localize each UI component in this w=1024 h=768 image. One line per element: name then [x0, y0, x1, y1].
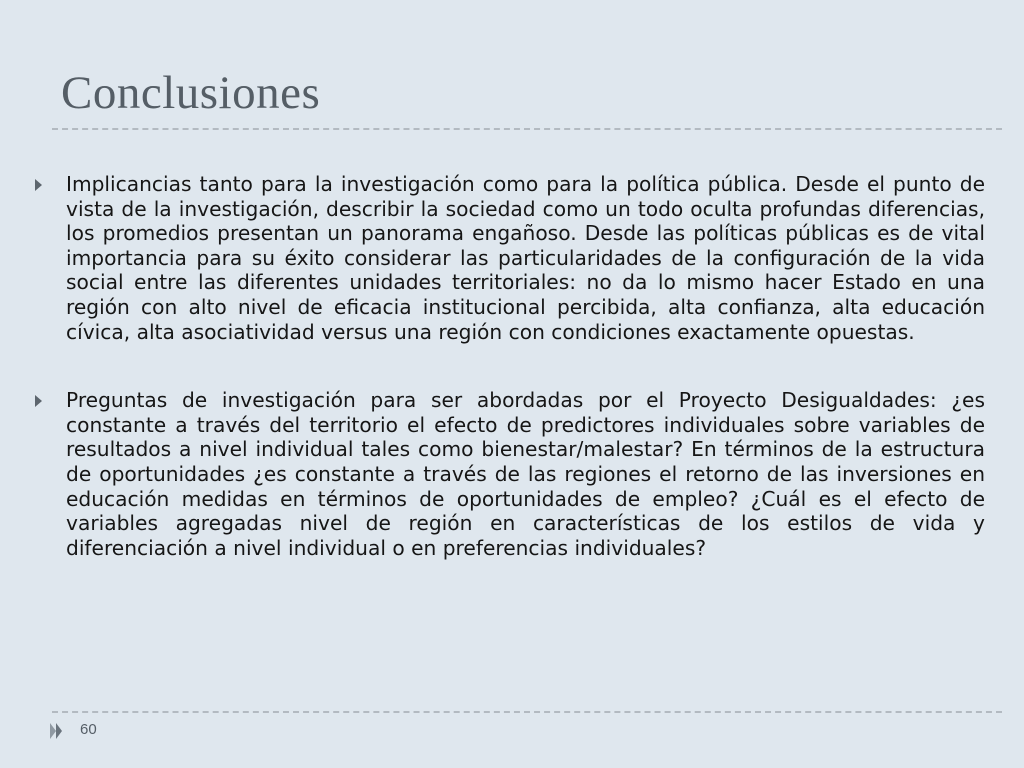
slide-title: Conclusiones: [61, 67, 321, 119]
title-divider: [52, 128, 1002, 130]
footer-divider: [52, 711, 1002, 713]
bullet-item: [35, 388, 985, 560]
chevrons-right-icon: [50, 722, 64, 740]
page-number: 60: [80, 721, 97, 738]
bullet-item: [35, 172, 985, 344]
triangle-right-icon: [35, 395, 42, 407]
triangle-right-icon: [35, 179, 42, 191]
bullet-text: Implicancias tanto para la investigación como para la política pública. Desde el punto de vista de la investigación, describir la sociedad como un todo oculta profundas diferencias, los promedios presentan un panorama engañoso. Desde las políticas públicas es de vital importancia para su éxito considerar las particularidades de la configuración de la vida social entre las diferentes unidades territoriales: no da lo mismo hacer Estado en una región con alto nivel de eficacia institucional percibida, alta confianza, alta educación cívica, alta asociatividad versus una región con condiciones exactamente opuestas.: [66, 172, 985, 344]
bullet-text: Preguntas de investigación para ser abordadas por el Proyecto Desigualdades: ¿es constante a través del territorio el efecto de predictores individuales sobre variables de resultados a nivel individual tales como bienestar/malestar? En términos de la estructura de oportunidades ¿es constante a través de las regiones el retorno de las inversiones en educación medidas en términos de oportunidades de empleo? ¿Cuál es el efecto de variables agregadas nivel de región en características de los estilos de vida y diferenciación a nivel individual o en preferencias individuales?: [66, 388, 985, 560]
slide-content: [35, 172, 985, 604]
